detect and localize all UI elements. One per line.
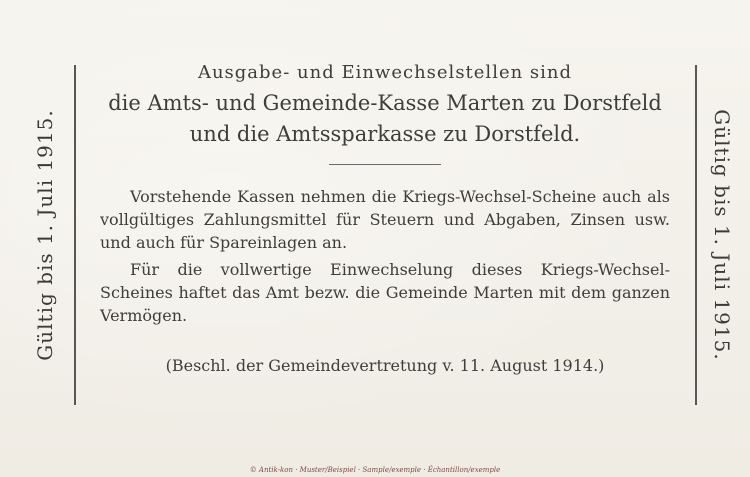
validity-text-left: Gültig bis 1. Juli 1915.	[33, 109, 57, 361]
resolution-note: (Beschl. der Gemeindevertretung v. 11. August 1914.)	[165, 356, 605, 375]
divider-rule	[329, 164, 441, 165]
heading-line-3: und die Amtssparkasse zu Dorstfeld.	[189, 122, 581, 146]
right-border-rule	[695, 65, 697, 405]
validity-text-right: Gültig bis 1. Juli 1915.	[710, 109, 734, 361]
watermark-footer: © Antik-kon · Muster/Beispiel · Sample/exemple · Échantillon/exemple	[249, 466, 501, 474]
liability-paragraph: Für die vollwertige Einwechselung dieses Kriegs-Wechsel-Scheines haftet das Amt bezw. die Gemeinde Marten mit dem ganzen Vermögen.	[100, 260, 670, 325]
heading-line-2: die Amts- und Gemeinde-Kasse Marten zu Dorstfeld	[108, 91, 662, 115]
left-border-rule	[74, 65, 76, 405]
acceptance-paragraph: Vorstehende Kassen nehmen die Kriegs-Wechsel-Scheine auch als vollgültiges Zahlungsmittel für Steuern und Abgaben, Zinsen usw. und auch für Spareinlagen an.	[100, 187, 670, 252]
main-text-block	[100, 58, 670, 377]
heading-line-1: Ausgabe- und Einwechselstellen sind	[197, 62, 573, 83]
